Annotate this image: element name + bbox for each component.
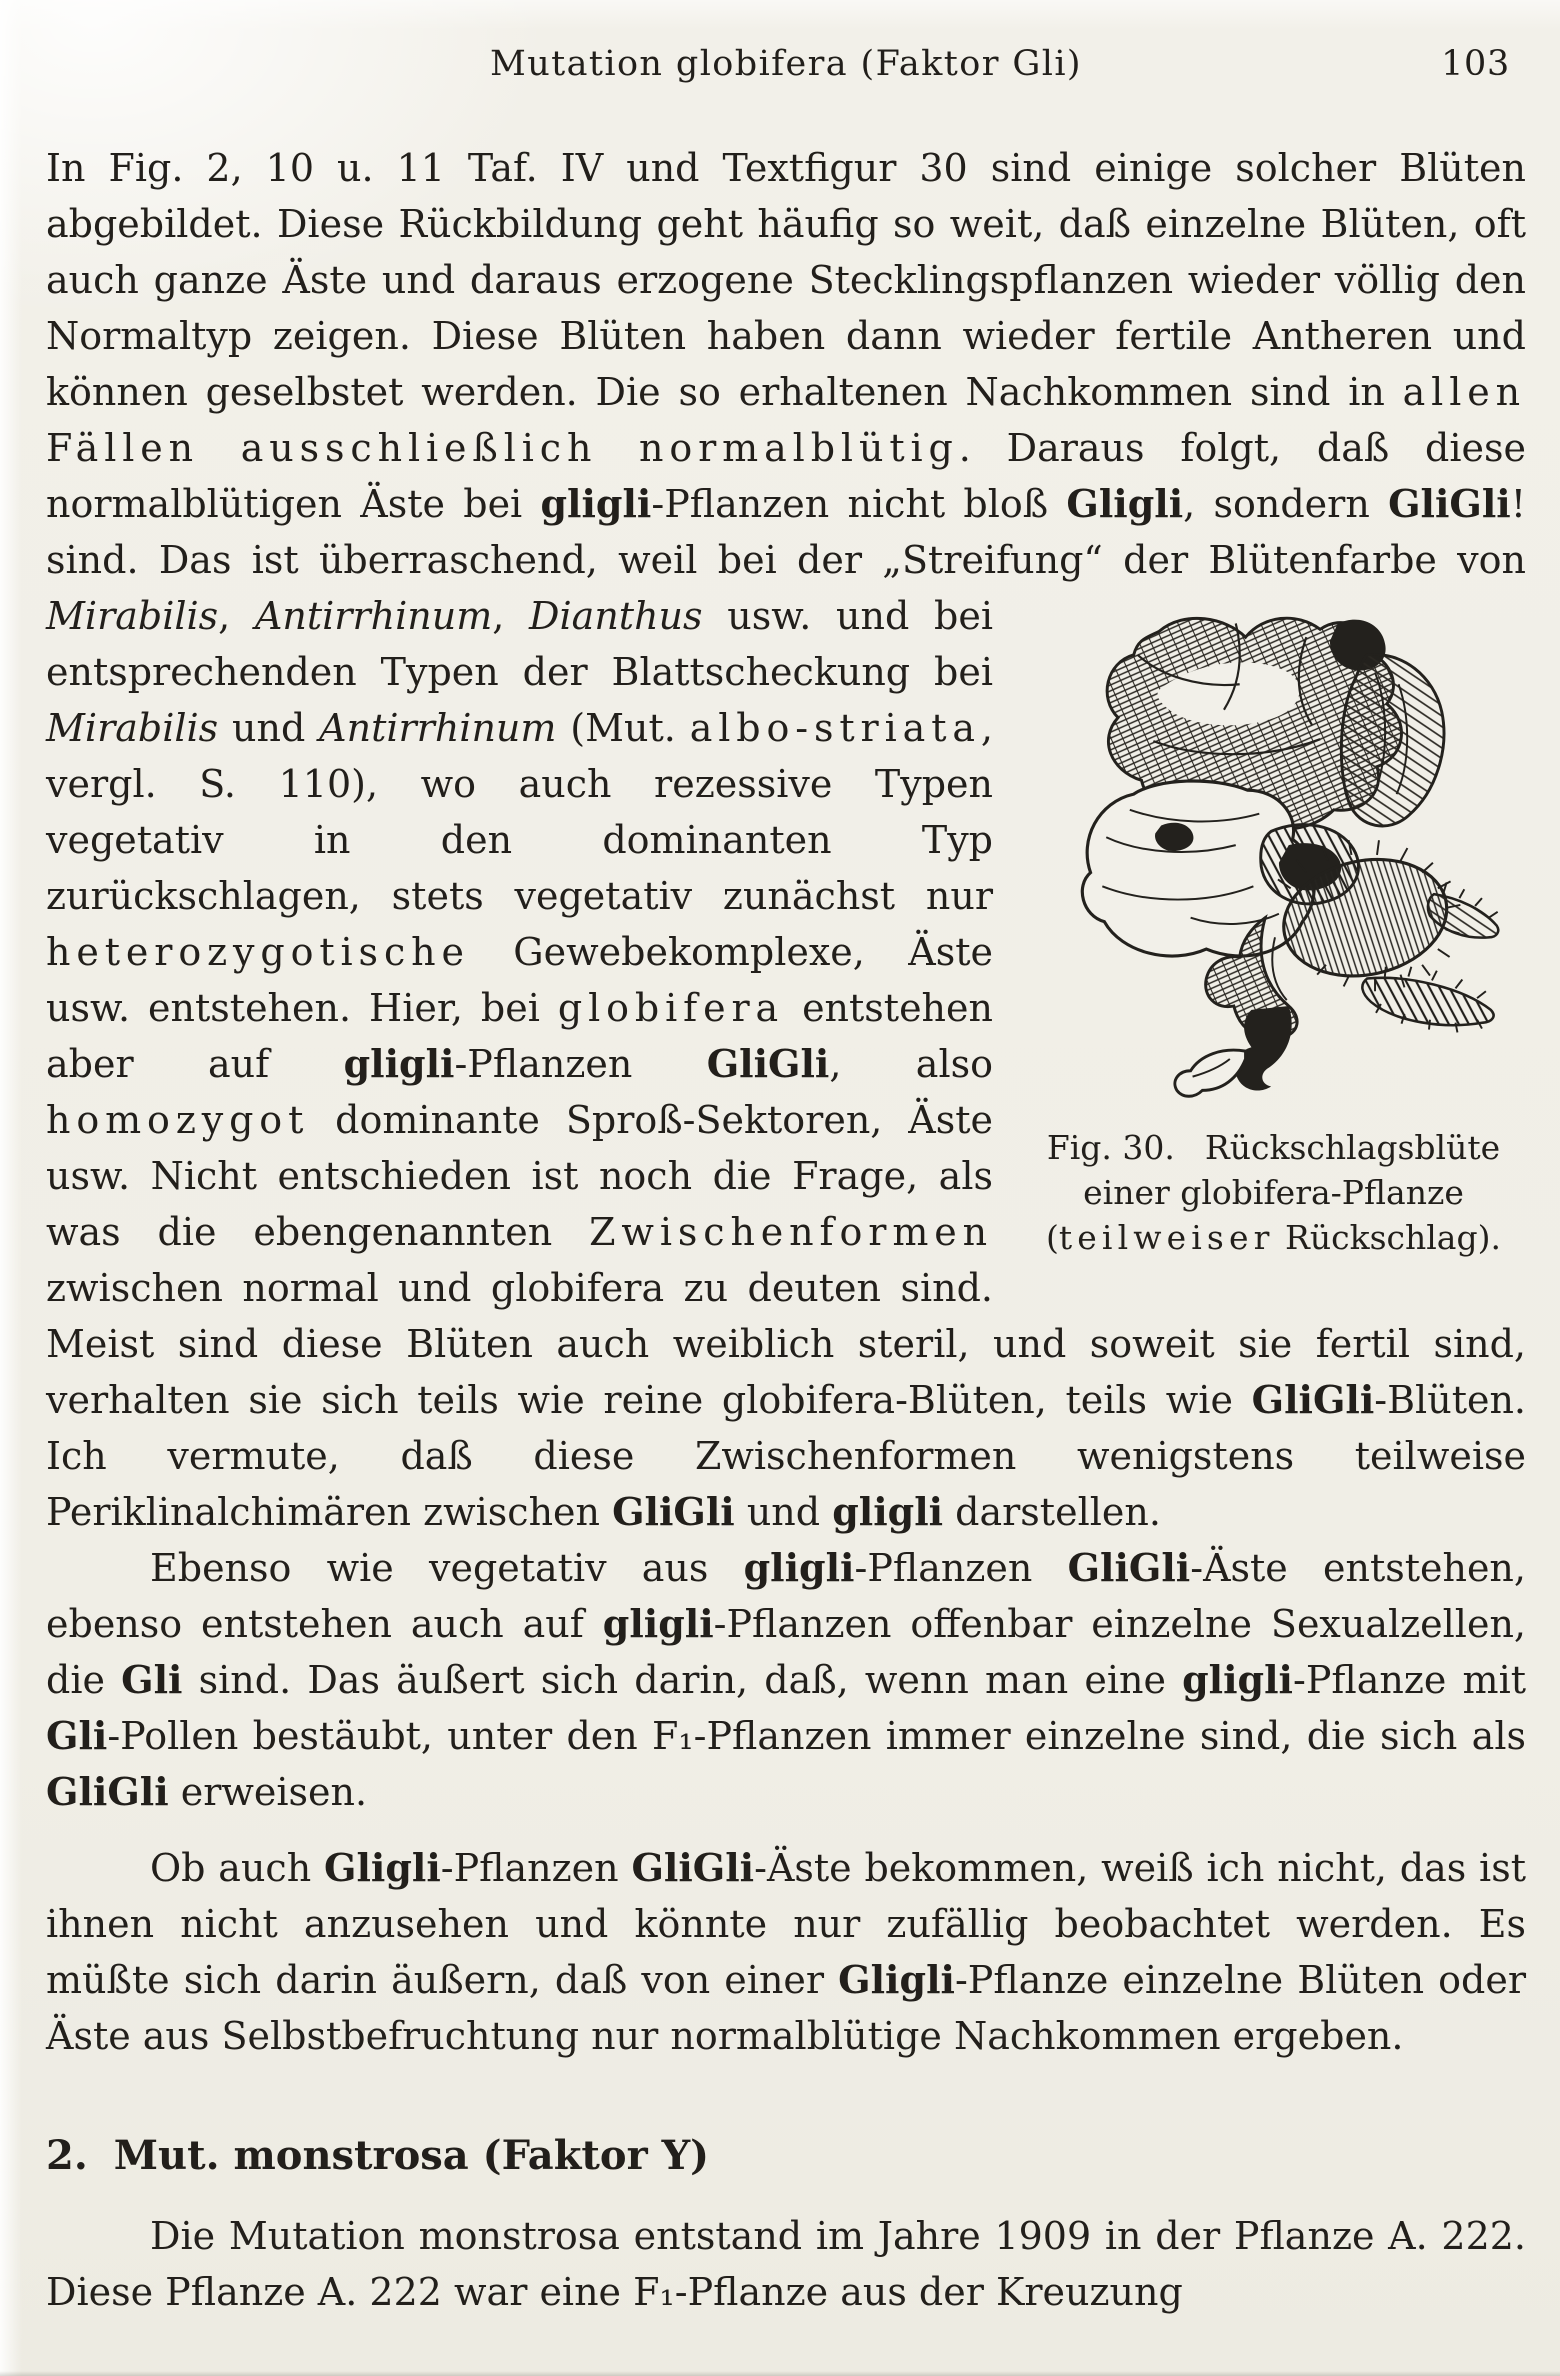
text-run: sind. Das äußert sich darin, daß, wenn man eine (182, 1658, 1183, 1702)
figure-caption-line1 (1021, 1125, 1526, 1170)
gene-symbol: gligli (343, 1041, 455, 1086)
paragraph-3 (46, 1840, 1526, 2064)
paragraph-1 (46, 140, 1526, 1540)
text-run: -Äste bekommen, weiß ich nicht, das ist ihnen nicht anzusehen und könnte nur zufällig beobachtet werden. Es müßte sich darin äußern, daß von einer (46, 1846, 1526, 2002)
text-run: Ebenso wie vegetativ aus (150, 1546, 744, 1590)
figure-caption-line3 (1021, 1215, 1526, 1260)
text-run: und (734, 1490, 833, 1534)
text-run: , vergl. S. 110), wo auch rezessive Typen vegetativ in den dominanten Typ zurückschlagen, stets vegetativ zunächst nur (46, 706, 993, 918)
figure-caption-text: Rückschlagsblüte (1204, 1128, 1501, 1167)
text-run: , (218, 594, 255, 638)
gene-symbol: gligli (602, 1601, 714, 1646)
text-run: Ob auch (150, 1846, 324, 1890)
figure-30 (1021, 594, 1526, 1260)
gene-symbol: Gligli (1066, 481, 1184, 526)
text-run-spaced: globifera (557, 986, 785, 1030)
species-name: Mirabilis (46, 706, 219, 750)
running-head-title: Mutation globifera (Faktor Gli) (489, 44, 1082, 84)
text-run: , sondern (1183, 482, 1389, 526)
text-run: darstellen. (943, 1490, 1161, 1534)
text-run: , (492, 594, 530, 638)
text-run: Rückschlag). (1274, 1218, 1501, 1257)
text-run: und (218, 706, 320, 750)
text-run: -Pflanze einzelne Blüten oder Äste aus Selbstbefruchtung nur normalblütige Nachkommen ergeben. (46, 1958, 1526, 2058)
text-run: , also (829, 1042, 993, 1086)
text-run: usw. und bei entsprechenden Typen der Blattscheckung bei (46, 594, 993, 694)
text-run: -Pollen bestäubt, unter den F₁-Pflanzen immer einzelne sind, die sich als (107, 1714, 1526, 1758)
text-run: -Äste entstehen, ebenso entstehen auch auf (46, 1546, 1526, 1646)
gene-symbol: GliGli (612, 1489, 735, 1534)
text-run-spaced: heterozygotische (46, 930, 470, 974)
text-run: dominante Sproß-Sektoren, Äste usw. Nicht entschieden ist noch die Frage, als was die ebengenannten (46, 1098, 993, 1254)
flower-engraving-illustration (1039, 594, 1509, 1109)
gene-symbol: gligli (1182, 1657, 1293, 1702)
gene-symbol: gligli (540, 481, 652, 526)
gene-symbol: GliGli (1251, 1377, 1375, 1422)
text-run: . Daraus folgt, daß diese normalblütigen Äste bei (46, 426, 1526, 526)
gene-symbol: GliGli (706, 1041, 830, 1086)
text-run: entstehen aber auf (46, 986, 993, 1086)
gene-symbol: GliGli (1388, 481, 1511, 526)
section-number: 2. (46, 2132, 88, 2179)
text-run: (Mut. (556, 706, 690, 750)
figure-label: Fig. 30. (1046, 1128, 1175, 1167)
gene-symbol: Gligli (324, 1845, 441, 1890)
text-run-spaced: allen Fällen ausschließlich normalblütig (46, 370, 1526, 470)
text-run: -Pflanzen nicht bloß (651, 482, 1067, 526)
text-run: -Pflanze mit (1292, 1658, 1526, 1702)
page-number: 103 (1441, 44, 1510, 84)
text-run: -Pflanzen (440, 1846, 632, 1890)
text-run: -Pflanzen (854, 1546, 1068, 1590)
gene-symbol: GliGli (1067, 1545, 1191, 1590)
text-run: ( (1046, 1218, 1059, 1257)
text-run-spaced: Zwischenformen (589, 1210, 993, 1254)
figure-caption (1021, 1125, 1526, 1260)
species-name: Antirrhinum (254, 594, 493, 638)
species-name: Mirabilis (46, 594, 219, 638)
text-run: Die Mutation monstrosa entstand im Jahre 1909 in der Pflanze A. 222. Diese Pflanze A. 222 war eine F₁-Pflanze aus der Kreuzung (46, 2214, 1526, 2314)
text-run-spaced: homozygot (46, 1098, 310, 1142)
text-run: zwischen normal und globifera zu deuten sind. Meist sind diese Blüten auch weiblich steril, und soweit sie fertil sind, verhalten sie sich teils wie reine globifera-Blüten, teils wie (46, 1266, 1526, 1422)
gene-symbol: GliGli (631, 1845, 755, 1890)
gene-symbol: gligli (743, 1545, 855, 1590)
page-content (46, 44, 1526, 2320)
paragraph-4 (46, 2208, 1526, 2320)
paragraph-2 (46, 1540, 1526, 1820)
species-name: Antirrhinum (319, 706, 557, 750)
gene-symbol: Gli (46, 1713, 108, 1758)
text-run: ! sind. Das ist überraschend, weil bei der „Streifung“ der Blütenfarbe von (46, 482, 1526, 582)
gene-symbol: Gli (121, 1657, 183, 1702)
text-run-spaced: albo-striata (689, 706, 981, 750)
figure-caption-line2: einer globifera-Pflanze (1083, 1173, 1464, 1212)
gene-symbol: Gligli (838, 1957, 955, 2002)
text-run-spaced: teilweiser (1058, 1218, 1275, 1257)
species-name: Dianthus (529, 594, 703, 638)
text-run: In Fig. 2, 10 u. 11 Taf. IV und Textfigur 30 sind einige solcher Blüten abgebildet. Diese Rückbildung geht häufig so weit, daß einzelne Blüten, oft auch ganze Äste und daraus erzogene Stecklingspflanzen wieder völlig den Normaltyp zeigen. Diese Blüten haben dann wieder fertile Antheren und können geselbstet werden. Die so erhaltenen Nachkommen sind in (46, 146, 1526, 414)
section-title: Mut. monstrosa (Faktor Y) (113, 2132, 710, 2179)
text-run: -Blüten. Ich vermute, daß diese Zwischenformen wenigstens teilweise Periklinalchimären zwischen (46, 1378, 1526, 1534)
section-heading (46, 2130, 1526, 2182)
gene-symbol: gligli (832, 1489, 944, 1534)
running-head (46, 44, 1526, 90)
text-run: erweisen. (168, 1770, 368, 1814)
text-run: Gewebekomplexe, Äste usw. entstehen. Hier, bei (46, 930, 993, 1030)
gene-symbol: GliGli (46, 1769, 169, 1814)
text-run: -Pflanzen offenbar einzelne Sexualzellen, die (46, 1602, 1526, 1702)
text-run: -Pflanzen (454, 1042, 707, 1086)
